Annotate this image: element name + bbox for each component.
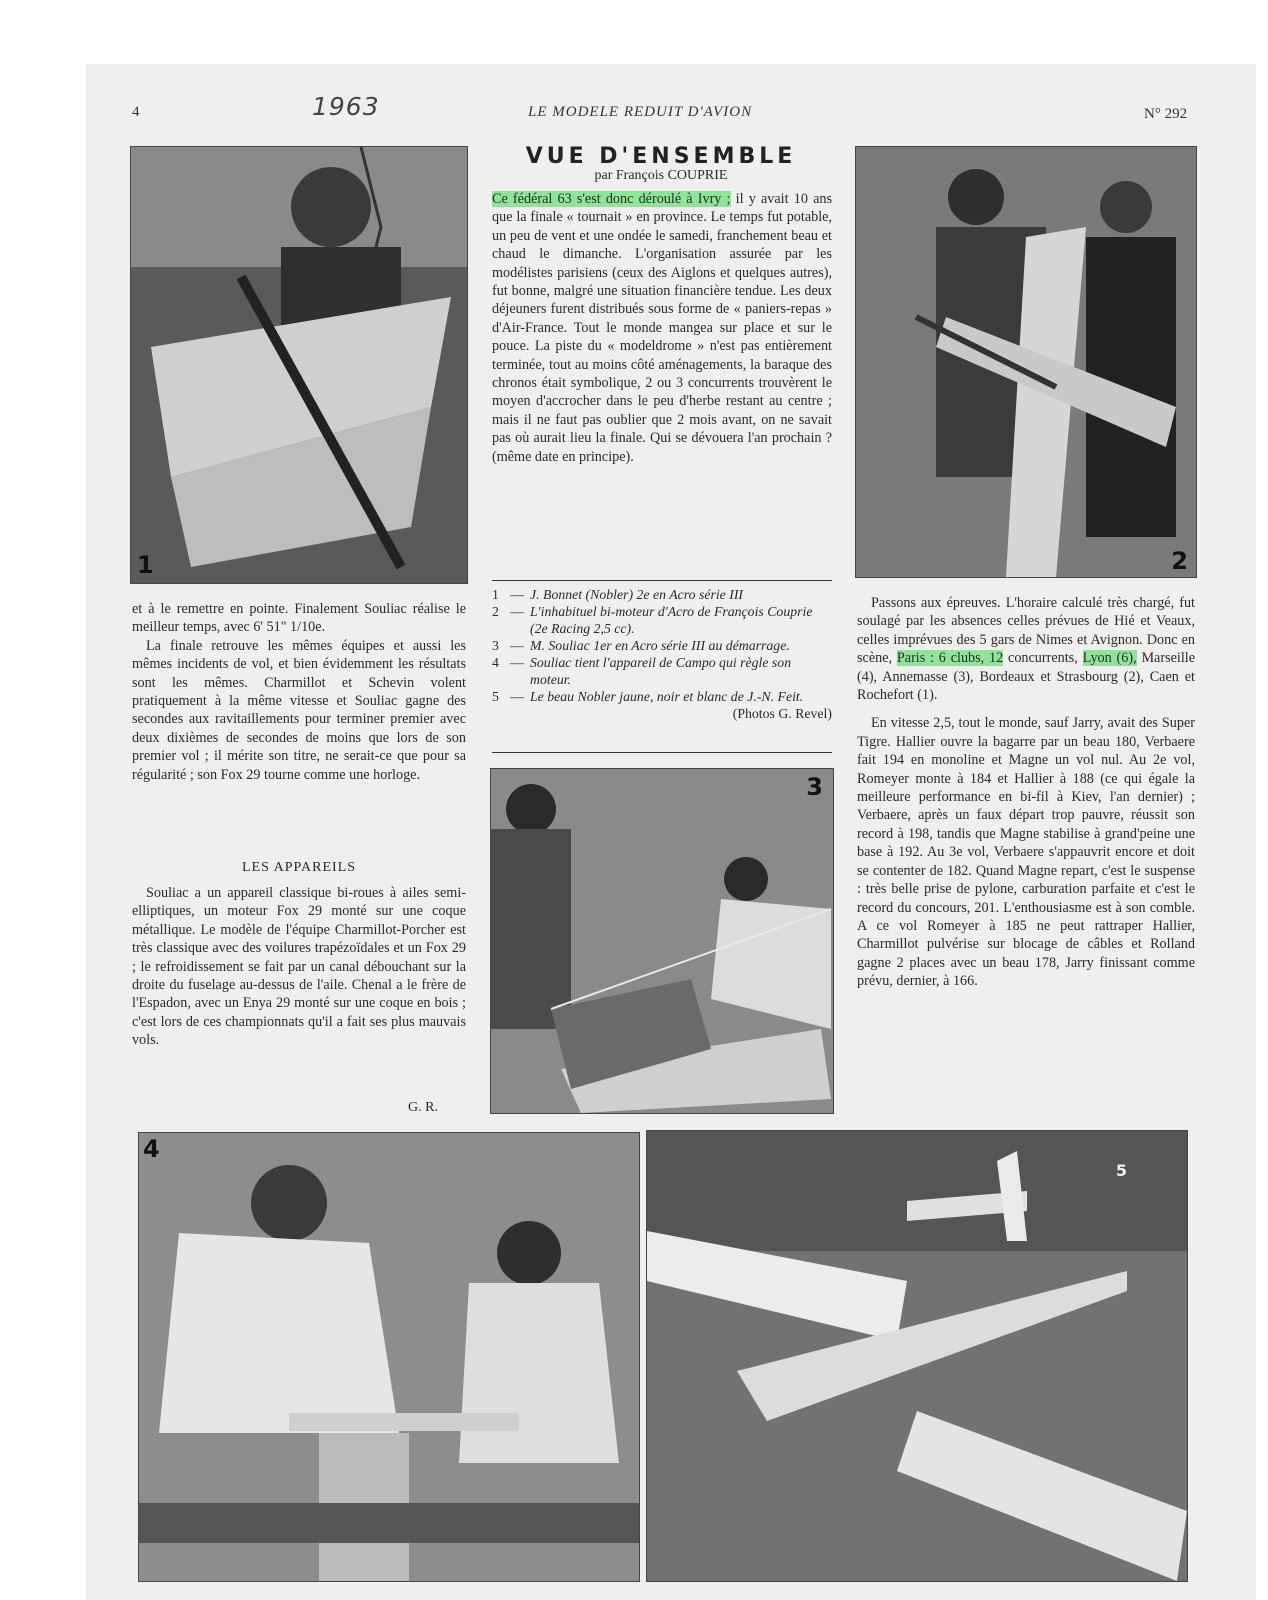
article-title: VUE D'ENSEMBLE xyxy=(525,144,797,169)
caption-4: 4 — Souliac tient l'appareil de Campo qui règle son moteur. xyxy=(492,655,792,687)
caption-3: 3 — M. Souliac 1er en Acro série III au démarrage. xyxy=(492,638,790,653)
right-column-text xyxy=(857,594,1195,991)
left-paragraph-3: Souliac a un appareil classique bi-roues à ailes semi-elliptiques, un moteur Fox 29 monté sur une coque métallique. Le modèle de l'équipe Charmillot-Porcher est très classique avec des voilures trapézoïdales et un Fox 29 ; le refroidissement se fait par un canal débouchant sur la droite du fuselage au-dessus de l'aile. Chenal a le frère de l'Espadon, avec un Enya 29 monté sur une coque en bois ; c'est lors de ces championnats qu'il a fait ses plus mauvais vols. xyxy=(132,885,466,1049)
caption-2: 2 — L'inhabituel bi-moteur d'Acro de François Couprie (2e Racing 2,5 cc). xyxy=(492,604,813,636)
section-heading-appareils: LES APPAREILS xyxy=(241,860,356,875)
photo-2-number: 2 xyxy=(1171,547,1188,575)
issue-number: N° 292 xyxy=(1144,106,1188,122)
right-paragraph-1: Passons aux épreuves. L'horaire calculé très chargé, fut soulagé par les absences celles prévues de Hié et Veaux, celles imprévues des 5 gars de Nimes et Avignon. Donc en scène, Paris : 6 clubs, 12 concurrents, Lyon (6), Marseille (4), Annemasse (3), Bordeaux et Strasbourg (2), Caen et Rochefort (1). xyxy=(857,595,1196,704)
photo-5-number: 5 xyxy=(1115,1161,1127,1180)
intro-text: il y avait 10 ans que la finale « tournait » en province. Le temps fut potable, un peu de vent et une ondée le samedi, franchement beau et chaud le dimanche. L'organisation assurée par les modélistes parisiens (ceux des Aiglons et quelques autres), fut bonne, malgré une situation financière tendue. Les deux déjeuners furent distribués sous forme de « paniers-repas » d'Air-France. Tout le monde mangea sur place et sur le pouce. La piste du « modeldrome » n'est pas entièrement terminée, tout au moins côté aménagements, la baraque des chronos était symbolique, 2 ou 3 concurrents trouvèrent le moyen d'accrocher dans le peu d'herbe restant au centre ; mais il ne faut pas oublier que 2 mois avant, on ne savait pas où aurait lieu la finale. Qui se dévouera l'an prochain ? (même date en principe). xyxy=(492,191,832,465)
photo-credit: (Photos G. Revel) xyxy=(732,706,832,721)
left-column-text xyxy=(132,600,466,784)
right-paragraph-2: En vitesse 2,5, tout le monde, sauf Jarry, avait des Super Tigre. Hallier ouvre la bagarre par un beau 180, Verbaere fait 194 en monoline et Magne un vol nul. Au 2e vol, Romeyer monte à 184 et Hallier à 188 (ce qui égale la meilleure performance en bi-fil à Kiev, l'an dernier) ; Verbaere, après un faux départ trop pauvre, réussit son record à 198, tandis que Magne stabilise à grand'peine une base à 192. Au 3e vol, Verbaere s'appauvrit encore et doit se contenter de 182. Quand Magne repart, c'est le suspense : très belle prise de pylone, carburation parfaite et c'est le record du concours, 201. L'enthousiasme est à son comble. A ce vol Romeyer à 185 ne peut rattraper Hallier, Charmillot pulvérise sur blocage de câbles et Rolland gagne 2 places avec un beau 178, Jarry finissant comme prévu, dernier, à 166. xyxy=(857,715,1195,990)
photo-4-number: 4 xyxy=(143,1135,160,1163)
highlight-paris: Paris : 6 clubs, 12 xyxy=(896,650,1004,667)
highlight-lyon: Lyon (6), xyxy=(1082,650,1137,667)
intro-highlight: Ce fédéral 63 s'est donc déroulé à Ivry ; xyxy=(492,191,731,207)
photo-1 xyxy=(130,146,468,584)
article-byline: par François COUPRIE xyxy=(594,168,728,183)
caption-5: 5 — Le beau Nobler jaune, noir et blanc de J.-N. Feit. xyxy=(492,689,804,704)
photo-captions xyxy=(492,586,832,722)
photo-2 xyxy=(855,146,1197,578)
caption-bottom-rule xyxy=(492,752,832,753)
left-paragraph-2: La finale retrouve les mêmes équipes et aussi les mêmes incidents de vol, et bien évidemment les résultats sont les mêmes. Charmillot et Schevin volent pratiquement à la même vitesse et Souliac gagne des secondes aux ravitaillements pour terminer premier avec deux dixièmes de secondes de moins que lors de son premier vol ; il mérite son titre, ne serait-ce que pour sa régularité ; son Fox 29 tourne comme une horloge. xyxy=(132,637,466,783)
article-intro xyxy=(492,190,832,466)
photo-3-number: 3 xyxy=(806,773,823,801)
author-signature: G. R. xyxy=(408,1100,438,1115)
photo-1-number: 1 xyxy=(137,551,154,579)
page-number: 4 xyxy=(132,104,140,120)
left-column-text-2 xyxy=(132,884,466,1050)
photo-4 xyxy=(138,1132,640,1582)
magazine-title: LE MODELE REDUIT D'AVION xyxy=(528,104,753,120)
left-paragraph-1: et à le remettre en pointe. Finalement Souliac réalise le meilleur temps, avec 6' 51" 1/10e. xyxy=(132,601,466,636)
caption-top-rule xyxy=(492,580,832,581)
photo-5 xyxy=(646,1130,1188,1582)
caption-1: 1 — J. Bonnet (Nobler) 2e en Acro série III xyxy=(492,587,744,602)
handwritten-year: 1963 xyxy=(312,92,380,121)
photo-3 xyxy=(490,768,834,1114)
